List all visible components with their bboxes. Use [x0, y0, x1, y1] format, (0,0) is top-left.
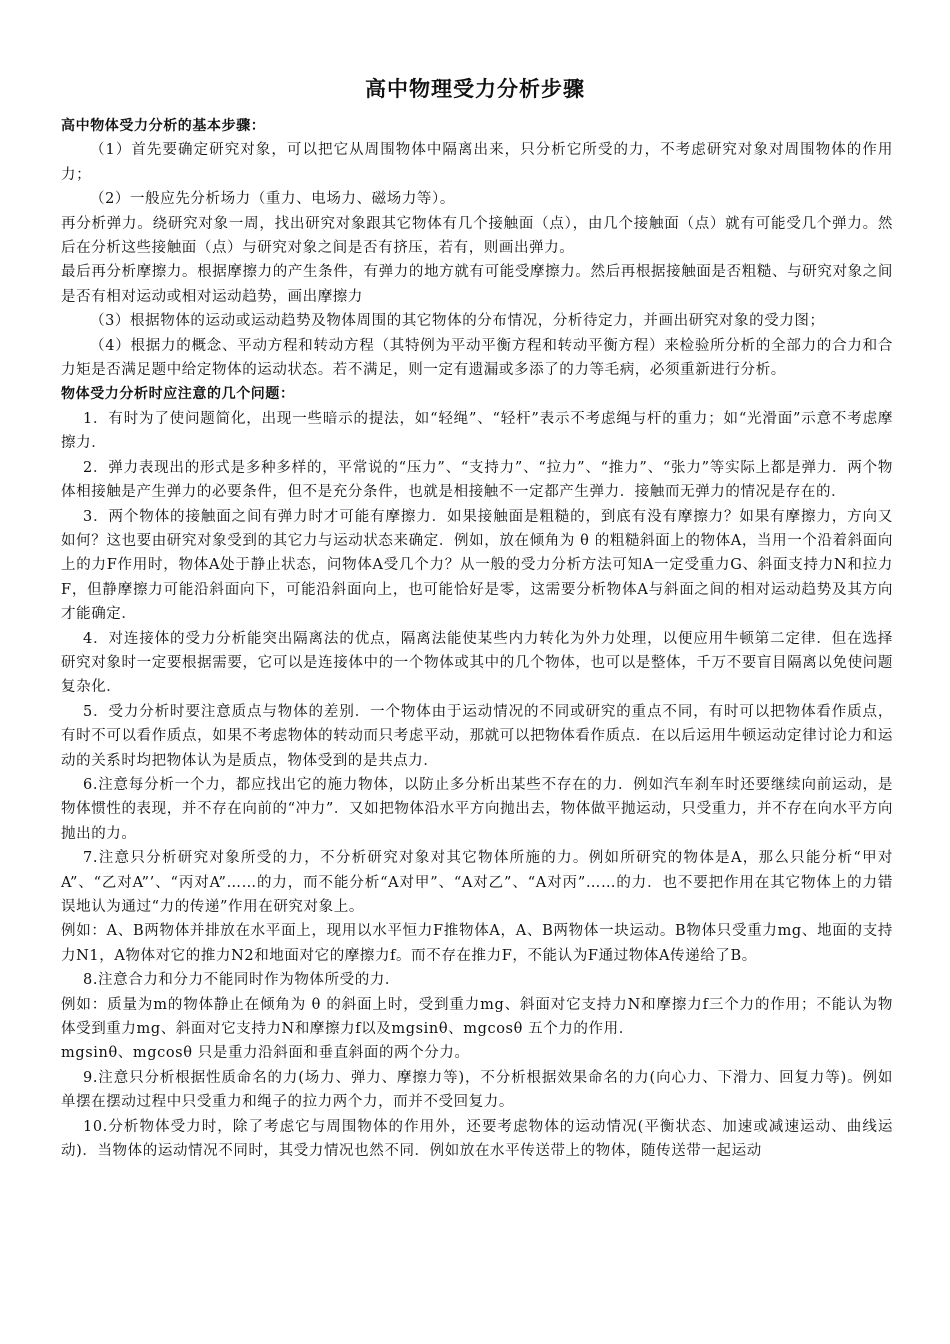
paragraph: （2）一般应先分析场力（重力、电场力、磁场力等）。: [90, 191, 455, 208]
paragraph: 1．有时为了使问题简化，出现一些暗示的提法，如“轻绳”、“轻杆”表示不考虑绳与杆的重力；如“光滑面”示意不考虑摩擦力．: [61, 410, 893, 452]
paragraph: 6.注意每分析一个力，都应找出它的施力物体，以防止多分析出某些不存在的力．例如汽车刹车时还要继续向前运动，是物体惯性的表现，并不存在向前的“冲力”．又如把物体沿水平方向抛出去，物体做平抛运动，只受重力，并不存在向水平方向抛出的力。: [61, 776, 893, 842]
paragraph: （1）首先要确定研究对象，可以把它从周围物体中隔离出来，只分析它所受的力，不考虑研究对象对周围物体的作用力；: [61, 142, 893, 183]
paragraph: 4．对连接体的受力分析能突出隔离法的优点，隔离法能使某些内力转化为外力处理，以便应用牛顿第二定律．但在选择研究对象时一定要根据需要，它可以是连接体中的一个物体或其中的几个物体，也可以是整体，千万不要盲目隔离以免使问题复杂化．: [61, 630, 893, 696]
paragraph: 3．两个物体的接触面之间有弹力时才可能有摩擦力．如果接触面是粗糙的，到底有没有摩擦力？如果有摩擦力，方向又如何？这也要由研究对象受到的其它力与运动状态来确定．例如，放在倾角为 θ 的粗糙斜面上的物体A，当用一个沿着斜面向上的力F作用时，物体A处于静止状态，问物体A受几个力？从一般的受力分析方法可知A一定受重力G、斜面支持力N和拉力F，但静摩擦力可能沿斜面向下，可能沿斜面向上，也可能恰好是零，这需要分析物体A与斜面之间的相对运动趋势及其方向才能确定．: [61, 508, 893, 623]
paragraph: 最后再分析摩擦力。根据摩擦力的产生条件，有弹力的地方就有可能受摩擦力。然后再根据接触面是否粗糙、与研究对象之间是否有相对运动或相对运动趋势，画出摩擦力: [61, 264, 893, 305]
section-heading-notes: 物体受力分析时应注意的几个问题：: [61, 386, 295, 403]
paragraph: 5．受力分析时要注意质点与物体的差别．一个物体由于运动情况的不同或研究的重点不同，有时可以把物体看作质点，有时不可以看作质点，如果不考虑物体的转动而只考虑平动，那就可以把物体看作质点．在以后运用牛顿运动定律讨论力和运动的关系时均把物体认为是质点，物体受到的是共点力．: [61, 703, 893, 769]
paragraph: （4）根据力的概念、平动方程和转动方程（其特例为平动平衡方程和转动平衡方程）来检验所分析的全部力的合力和合力矩是否满足题中给定物体的运动状态。若不满足，则一定有遗漏或多添了的力等毛病，必须重新进行分析。: [61, 337, 893, 379]
document-body: [61, 114, 893, 1163]
paragraph: （3）根据物体的运动或运动趋势及物体周围的其它物体的分布情况，分析待定力，并画出研究对象的受力图；: [90, 313, 825, 330]
paragraph: 2．弹力表现出的形式是多种多样的，平常说的“压力”、“支持力”、“拉力”、“推力”、“张力”等实际上都是弹力．两个物体相接触是产生弹力的必要条件，但不是充分条件，也就是相接触不一定都产生弹力．接触而无弹力的情况是存在的．: [61, 459, 893, 501]
paragraph: mgsinθ、mgcosθ 只是重力沿斜面和垂直斜面的两个分力。: [61, 1045, 470, 1062]
paragraph: 7.注意只分析研究对象所受的力，不分析研究对象对其它物体所施的力。例如所研究的物体是A，那么只能分析“甲对A”、“乙对A”’、“丙对A”……的力，而不能分析“A对甲”、“A对乙”、“A对丙”……的力．也不要把作用在其它物体上的力错误地认为通过“力的传递”作用在研究对象上。: [61, 850, 893, 915]
paragraph: 9.注意只分析根据性质命名的力(场力、弹力、摩擦力等)，不分析根据效果命名的力(向心力、下滑力、回复力等)。例如单摆在摆动过程中只受重力和绳子的拉力两个力，而并不受回复力。: [61, 1069, 893, 1111]
paragraph: 10.分析物体受力时，除了考虑它与周围物体的作用外，还要考虑物体的运动情况(平衡状态、加速或减速运动、曲线运动)．当物体的运动情况不同时，其受力情况也然不同．例如放在水平传送带上的物体，随传送带一起运动: [61, 1118, 893, 1160]
paragraph: 例如：A、B两物体并排放在水平面上，现用以水平恒力F推物体A，A、B两物体一块运动。B物体只受重力mg、地面的支持力N1，A物体对它的推力N2和地面对它的摩擦力f。而不存在推力F，不能认为F通过物体A传递给了B。: [61, 923, 893, 964]
paragraph: 8.注意合力和分力不能同时作为物体所受的力．: [83, 972, 401, 989]
page-title: 高中物理受力分析步骤: [365, 77, 585, 101]
paragraph: 再分析弹力。绕研究对象一周，找出研究对象跟其它物体有几个接触面（点），由几个接触面（点）就有可能受几个弹力。然后在分析这些接触面（点）与研究对象之间是否有挤压，若有，则画出弹力。: [61, 215, 893, 257]
section-heading-basic-steps: 高中物体受力分析的基本步骤：: [61, 118, 266, 134]
paragraph: 例如：质量为m的物体静止在倾角为 θ 的斜面上时，受到重力mg、斜面对它支持力N和摩擦力f三个力的作用；不能认为物体受到重力mg、斜面对它支持力N和摩擦力f以及mgsinθ、mgcosθ 五个力的作用．: [61, 996, 893, 1038]
